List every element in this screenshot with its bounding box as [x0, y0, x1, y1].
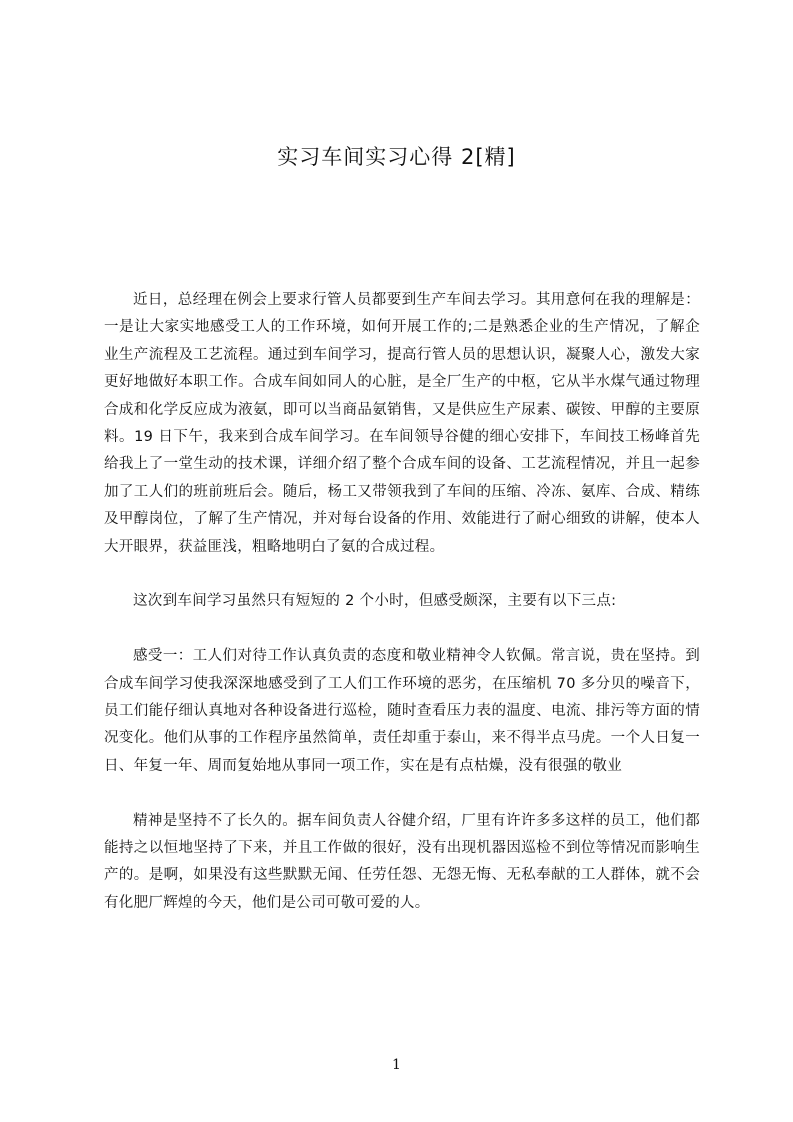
paragraph-feeling-one: 感受一：工人们对待工作认真负责的态度和敬业精神令人钦佩。常言说，贵在坚持。到合成车间学习使我深深地感受到了工人们工作环境的恶劣，在压缩机 70 多分贝的噪音下，员工们能仔细认真地对各种设备进行巡检，随时查看压力表的温度、电流、排污等方面的情况变化。他们从事的工作程序虽然简单，责任却重于泰山，来不得半点马虎。一个人日复一日、年复一年、周而复始地从事同一项工作，实在是有点枯燥，没有很强的敬业 [104, 648, 700, 774]
paragraph-intro: 近日，总经理在例会上要求行管人员都要到生产车间去学习。其用意何在我的理解是：一是让大家实地感受工人的工作环境，如何开展工作的;二是熟悉企业的生产情况，了解企业生产流程及工艺流程。通过到车间学习，提高行管人员的思想认识，凝聚人心，激发大家更好地做好本职工作。合成车间如同人的心脏，是全厂生产的中枢，它从半水煤气通过物理合成和化学反应成为液氨，即可以当商品氨销售，又是供应生产尿素、碳铵、甲醇的主要原料。19 日下午，我来到合成车间学习。在车间领导谷健的细心安排下，车间技工杨峰首先给我上了一堂生动的技术课，详细介绍了整个合成车间的设备、工艺流程情况，并且一起参加了工人们的班前班后会。随后，杨工又带领我到了车间的压缩、冷冻、氨库、合成、精练及甲醇岗位，了解了生产情况，并对每台设备的作用、效能进行了耐心细致的讲解，使本人大开眼界，获益匪浅，粗略地明白了氨的合成过程。 [104, 292, 700, 555]
document-title: 实习车间实习心得 2[精] [277, 145, 516, 169]
paragraph-summary: 这次到车间学习虽然只有短短的 2 个小时，但感受颇深，主要有以下三点: [133, 593, 617, 610]
paragraph-spirit: 精神是坚持不了长久的。据车间负责人谷健介绍，厂里有许许多多这样的员工，他们都能持之以恒地坚持了下来，并且工作做的很好，没有出现机器因巡检不到位等情况而影响生产的。是啊，如果没有这些默默无闻、任劳任怨、无怨无悔、无私奉献的工人群体，就不会有化肥厂辉煌的今天，他们是公司可敬可爱的人。 [104, 812, 700, 911]
document-body [104, 287, 700, 917]
page-number: 1 [392, 1057, 401, 1073]
